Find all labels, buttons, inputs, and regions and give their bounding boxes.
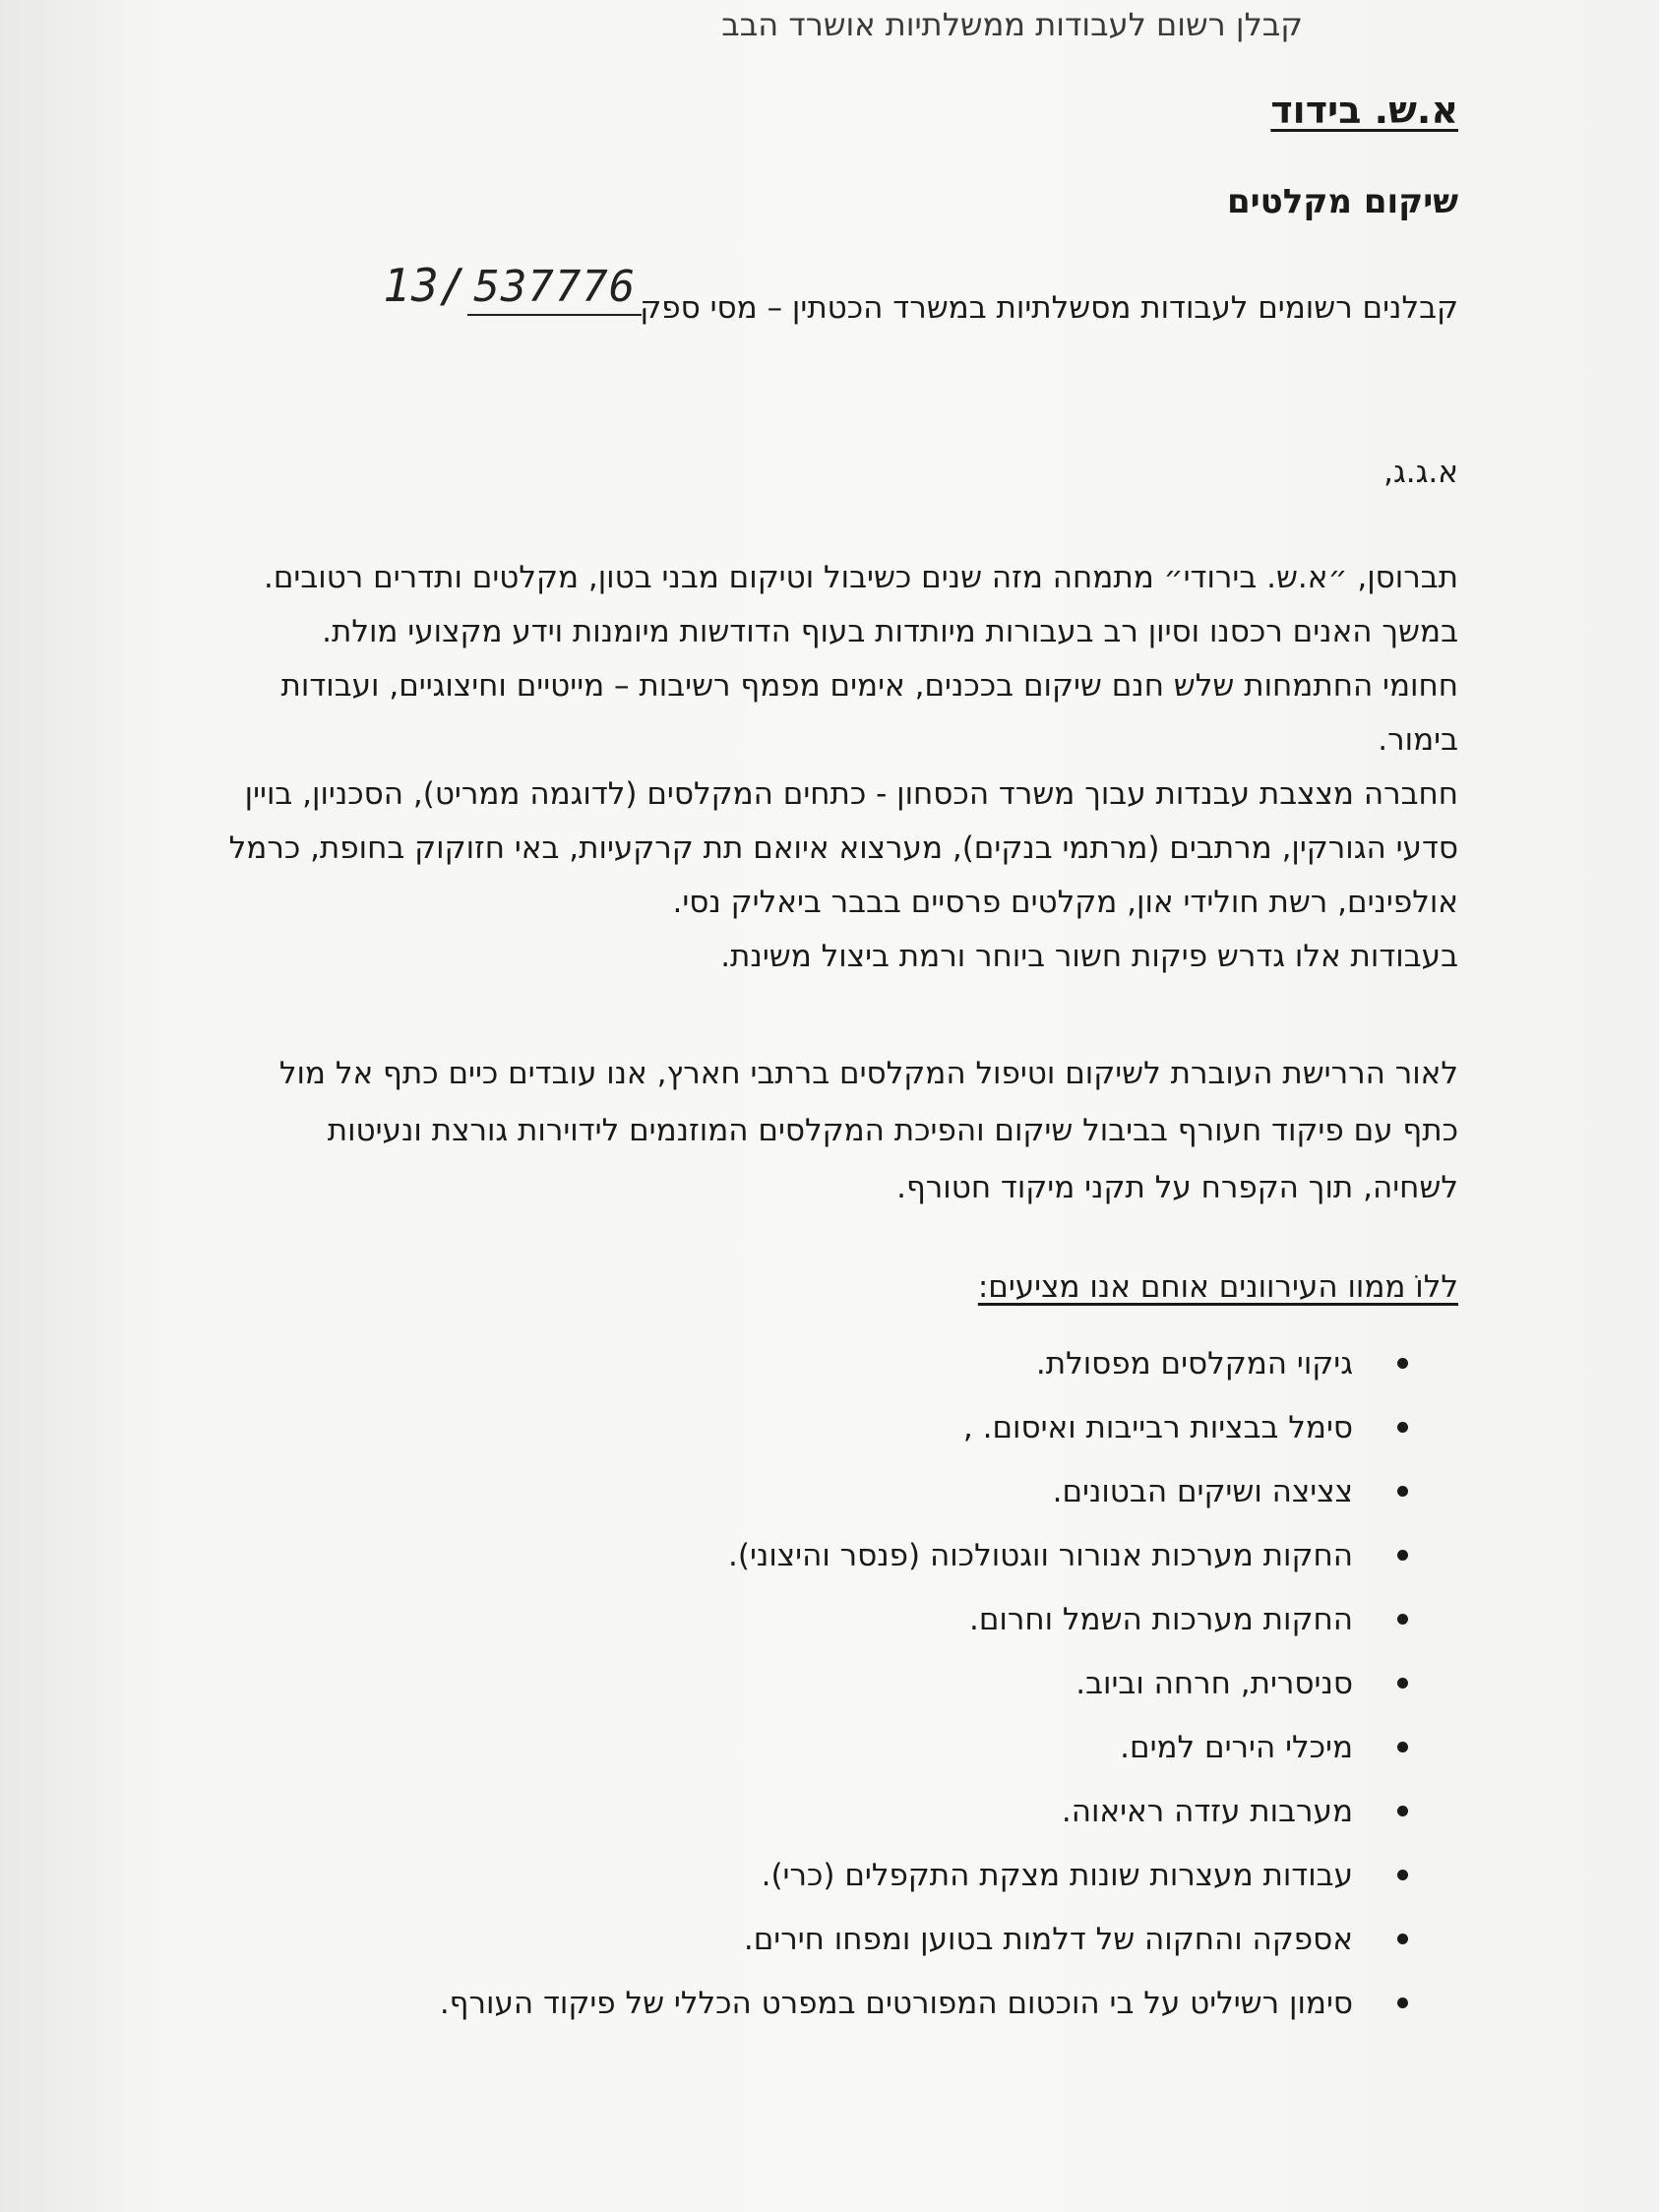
paragraph-line: בעבודות אלו גדרש פיקות חשור ביוחר ורמת ביצול משינת. (720, 939, 1458, 974)
subject-heading: שיקום מקלטים (1227, 182, 1458, 221)
list-item (440, 1460, 1408, 1524)
handwritten-supplier-number (383, 259, 636, 312)
list-item (440, 1524, 1408, 1588)
list-item-text: עבודות מעצרות שונות מצקת התקפלים (כרי). (761, 1858, 1353, 1893)
bullet-icon (1397, 1486, 1408, 1497)
paragraph-line: לשחיה, תוך הקפרח על תקני מיקוד חטורף. (896, 1170, 1458, 1205)
supplier-number-prefix: 13/ (383, 259, 468, 312)
list-item-text: סימל בבציות רבייבות ואיסום. , (962, 1410, 1353, 1445)
services-list-title: ללוֹ ממוו העירוונים אוחם אנו מציעים: (977, 1269, 1458, 1305)
list-item-text: גיקוי המקלסים מפסולת. (1035, 1346, 1353, 1382)
bullet-icon (1397, 1934, 1408, 1944)
services-list (440, 1332, 1408, 2036)
list-item-text: סימון רשיליט על בי הוכטום המפורטים במפרט הכללי של פיקוד העורף. (439, 1986, 1353, 2021)
paragraph-line: אולפינים, רשת חולידי און, מקלטים פרסיים בבבר ביאליק נסי. (672, 885, 1458, 920)
context-paragraph (189, 1045, 1458, 1216)
list-item (440, 1844, 1408, 1908)
company-name: א.ש. בידוד (1270, 89, 1458, 132)
bullet-icon (1397, 1870, 1408, 1880)
list-item (440, 1716, 1408, 1780)
list-item (440, 1652, 1408, 1716)
paragraph-line: סדעי הגורקין, מרתבים (מרתמי בנקים), מערצוא איואם תת קרקעיות, באי חזוקוק בחופת, כרמל (228, 830, 1458, 866)
list-item-text: החקות מערכות השמל וחרום. (968, 1602, 1353, 1637)
contractor-registration-line (383, 259, 1458, 326)
contractor-registration-text: קבלנים רשומים לעבודות מסשלתיות במשרד הכטתין – מסי ספק (640, 290, 1458, 326)
bullet-icon (1397, 1550, 1408, 1561)
list-item (440, 1908, 1408, 1972)
paragraph-line: חחברה מצצבת עבנדות עבוך משרד הכסחון - כתחים המקלסים (לדוגמה ממריט), הסכניון, בויין (244, 776, 1458, 812)
bullet-icon (1397, 1422, 1408, 1433)
list-item (440, 1780, 1408, 1844)
greeting: א.ג.ג, (1383, 455, 1458, 490)
paragraph-line: בימור. (1378, 722, 1458, 758)
supplier-number-main: 537776 (467, 262, 642, 316)
list-item (440, 1588, 1408, 1652)
bullet-icon (1397, 1678, 1408, 1689)
paragraph-line: כתף עם פיקוד חעורף בביבול שיקום והפיכת המקלסים המוזנמים לידוירות גורצת ונעיטות (327, 1113, 1458, 1148)
paragraph-line: תברוסן, ״א.ש. בירודי״ מתמחה מזה שנים כשיבול וטיקום מבני בטון, מקלטים ותדרים רטובים. (263, 560, 1458, 595)
letterhead: קבלן רשום לעבודות ממשלתיות אושרד הבב (721, 6, 1303, 43)
list-item (440, 1972, 1408, 2036)
list-item-text: החקות מערכות אנורור ווגטולכוה (פנסר והיצוני). (728, 1538, 1353, 1573)
bullet-icon (1397, 1614, 1408, 1625)
intro-paragraph (189, 551, 1458, 984)
bullet-icon (1397, 1358, 1408, 1369)
list-item-text: מיכלי הירים למים. (1120, 1730, 1353, 1765)
paragraph-line: במשך האנים רכסנו וסיון רב בעבורות מיותדות בעוף הדודשות מיומנות וידע מקצועי מולת. (322, 614, 1458, 649)
list-item-text: סניסרית, חרחה וביוב. (1075, 1666, 1353, 1701)
paragraph-line: לאור הררישת העוברת לשיקום וטיפול המקלסים ברתבי חארץ, אנו עובדים כיים כתף אל מול (278, 1056, 1458, 1091)
bullet-icon (1397, 1997, 1408, 2008)
bullet-icon (1397, 1742, 1408, 1752)
paragraph-line: חחומי החתמחות שלש חנם שיקום בככנים, אימים מפמף רשיבות – מייטיים וחיצוגיים, ועבודות (280, 668, 1458, 704)
list-item-text: צציצה ושיקים הבטונים. (1052, 1474, 1353, 1509)
list-item-text: אספקה והחקוה של דלמות בטוען ומפחו חירים. (743, 1922, 1353, 1957)
list-item (440, 1396, 1408, 1460)
bullet-icon (1397, 1806, 1408, 1816)
list-item (440, 1332, 1408, 1396)
list-item-text: מערבות עזדה ראיאוה. (1061, 1794, 1353, 1829)
